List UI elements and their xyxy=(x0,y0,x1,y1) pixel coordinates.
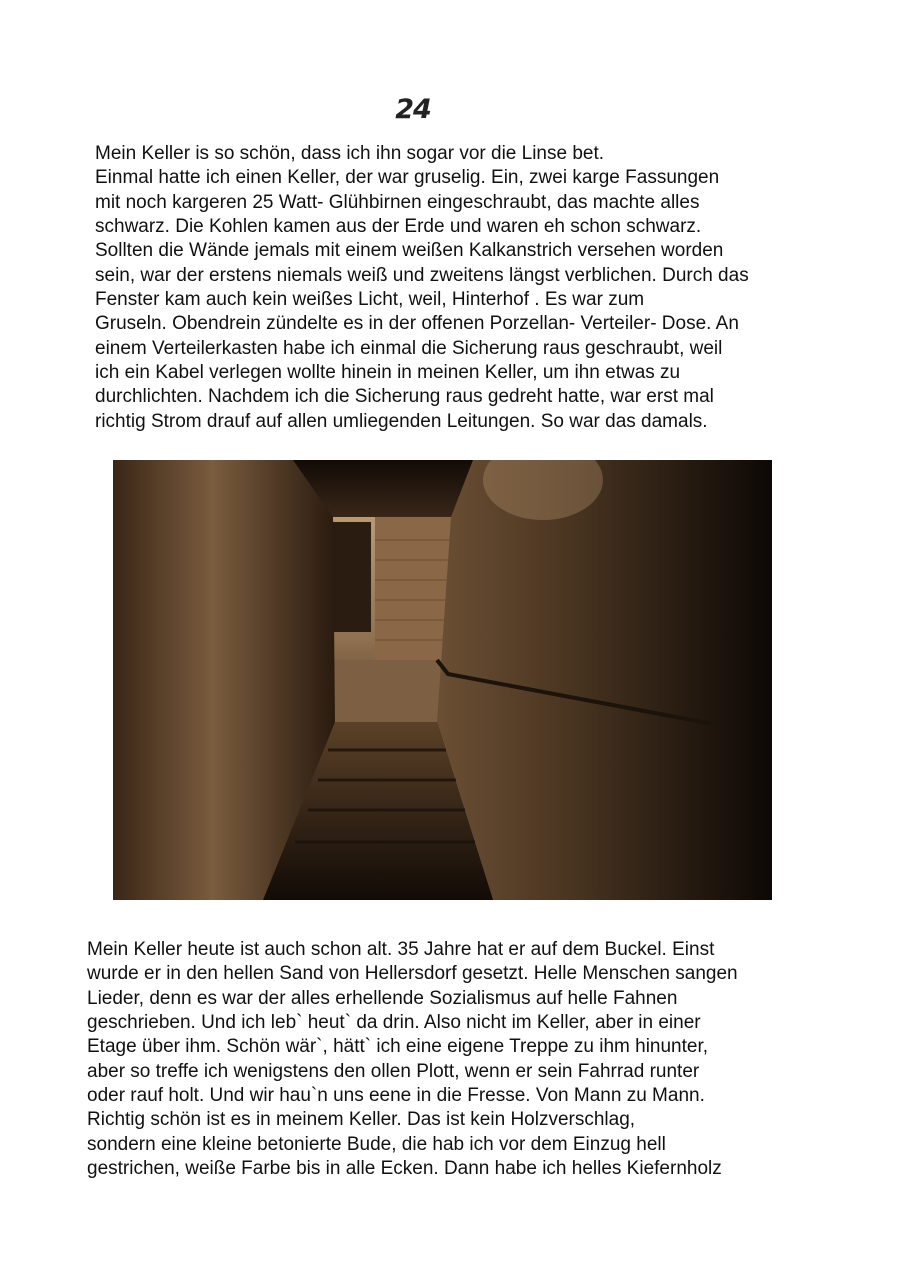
text-line: Mein Keller is so schön, dass ich ihn sogar vor die Linse bet. xyxy=(95,143,605,164)
text-line: Etage über ihm. Schön wär`, hätt` ich eine eigene Treppe zu ihm hinunter, xyxy=(87,1036,709,1058)
paragraph-1 xyxy=(95,142,749,434)
text-line: richtig Strom drauf auf allen umliegenden Leitungen. So war das damals. xyxy=(95,410,708,432)
text-line: Fenster kam auch kein weißes Licht, weil, Hinterhof . Es war zum xyxy=(95,289,645,311)
text-line: mit noch kargeren 25 Watt- Glühbirnen eingeschraubt, das machte alles xyxy=(95,191,700,213)
text-line: oder rauf holt. Und wir hau`n uns eene in die Fresse. Von Mann zu Mann. xyxy=(87,1085,705,1107)
text-line: Richtig schön ist es in meinem Keller. Das ist kein Holzverschlag, xyxy=(87,1109,636,1131)
text-line: Einmal hatte ich einen Keller, der war gruselig. Ein, zwei karge Fassungen xyxy=(95,167,720,189)
cellar-stairs-photo xyxy=(113,460,772,900)
text-line: gestrichen, weiße Farbe bis in alle Ecken. Dann habe ich helles Kiefernholz xyxy=(87,1158,722,1180)
text-line: sein, war der erstens niemals weiß und zweitens längst verblichen. Durch das xyxy=(95,264,749,286)
text-line: Mein Keller heute ist auch schon alt. 35 Jahre hat er auf dem Buckel. Einst xyxy=(87,939,715,960)
text-line: sondern eine kleine betonierte Bude, die hab ich vor dem Einzug hell xyxy=(87,1133,666,1155)
text-line: Sollten die Wände jemals mit einem weißen Kalkanstrich versehen worden xyxy=(95,240,724,262)
text-line: einem Verteilerkasten habe ich einmal die Sicherung raus geschraubt, weil xyxy=(95,337,723,359)
text-line: Gruseln. Obendrein zündelte es in der offenen Porzellan- Verteiler- Dose. An xyxy=(95,313,739,335)
far-floor xyxy=(321,660,451,722)
text-line: geschrieben. Und ich leb` heut` da drin. Also nicht im Keller, aber in einer xyxy=(87,1012,701,1034)
text-line: ich ein Kabel verlegen wollte hinein in meinen Keller, um ihn etwas zu xyxy=(95,362,681,384)
text-line: schwarz. Die Kohlen kamen aus der Erde und waren eh schon schwarz. xyxy=(95,216,702,238)
page-number: 24 xyxy=(395,94,431,125)
text-line: Lieder, denn es war der alles erhellende Sozialismus auf helle Fahnen xyxy=(87,987,678,1009)
paragraph-2 xyxy=(87,938,738,1181)
text-line: wurde er in den hellen Sand von Hellersdorf gesetzt. Helle Menschen sangen xyxy=(87,963,738,985)
text-line: durchlichten. Nachdem ich die Sicherung raus gedreht hatte, war erst mal xyxy=(95,386,714,408)
text-line: aber so treffe ich wenigstens den ollen Plott, wenn er sein Fahrrad runter xyxy=(87,1060,700,1082)
